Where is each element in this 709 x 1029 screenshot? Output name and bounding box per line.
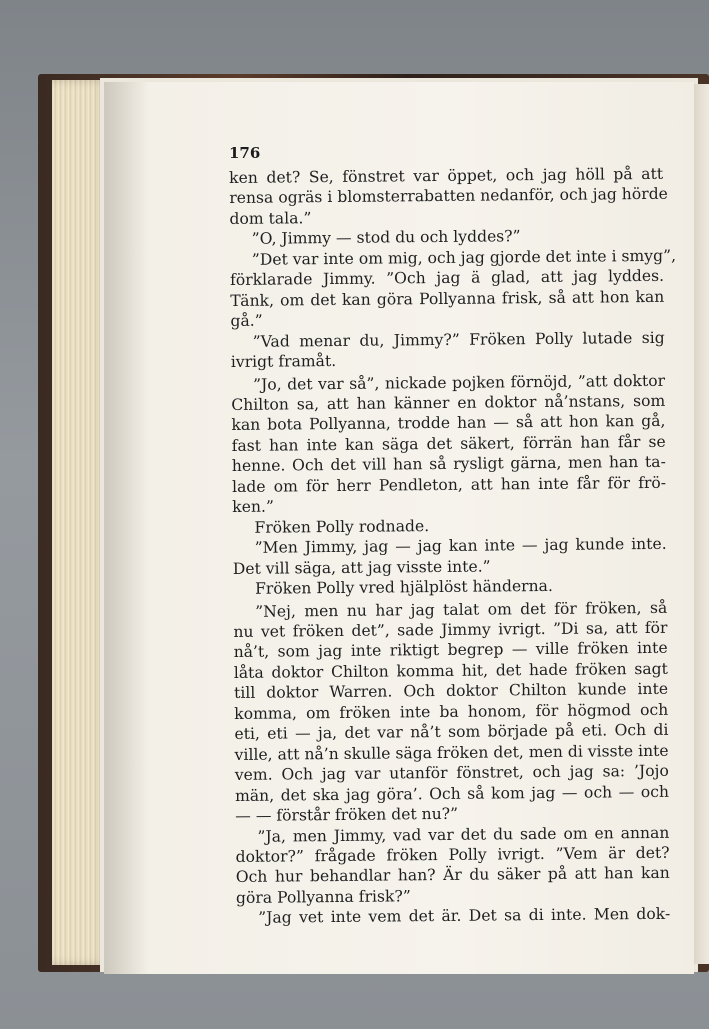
text-line: henne. Och det vill han så rysligt gärna, men han ta-: [231, 453, 666, 476]
text-line: ”Nej, men nu har jag talat om det för fröken, så: [255, 598, 668, 621]
text-line: nu vet fröken det”, sade Jimmy ivrigt. ”Di sa, att för: [233, 618, 668, 641]
text-line: — — förstår fröken det nu?”: [235, 804, 459, 826]
text-line: nå’t, som jag inte riktigt begrep — ville fröken inte: [233, 639, 668, 662]
text-line: eti, eti — ja, det var nå’t som började på eti. Och di: [234, 721, 669, 744]
text-line: ken.”: [232, 497, 274, 517]
text-line: Tänk, om det kan göra Pollyanna frisk, så att hon kan: [230, 287, 665, 310]
text-line: lade om för herr Pendleton, att han inte får för frö-: [231, 473, 667, 496]
text-line: Och hur behandlar han? Är du säker på att han kan: [235, 864, 670, 887]
text-line: Det vill säga, att jag visste inte.”: [232, 557, 491, 578]
page-text: [229, 164, 677, 929]
text-line: ivrigt framåt.: [230, 352, 337, 372]
text-line: låta doktor Chilton komma hit, det hade fröken sagt: [233, 659, 668, 682]
text-line: göra Pollyanna frisk?”: [235, 887, 411, 907]
text-line: komma, om fröken inte ba honom, för högmod och: [234, 700, 669, 723]
text-line: doktor?” frågade fröken Polly ivrigt. ”Vem är det?: [235, 843, 670, 866]
text-line: vem. Och jag var utanför fönstret, och jag sa: ’Jojo: [234, 761, 669, 785]
text-line: rensa ogräs i blomsterrabatten nedanför, och jag hörde: [229, 185, 668, 208]
text-line: ”O, Jimmy — stod du och lyddes?”: [251, 227, 521, 249]
text-line: ken det? Se, fönstret var öppet, och jag höll på att: [229, 164, 664, 187]
text-line: dom tala.”: [229, 209, 312, 228]
text-line: ”Vad menar du, Jimmy?” Fröken Polly lutade sig: [252, 328, 665, 351]
text-line: fast han inte kan säga det säkert, förrän han får se: [231, 432, 666, 455]
text-line: ville, att nå’n skulle säga fröken det, men di visste inte: [234, 741, 669, 764]
text-line: ”Jo, det var så”, nickade pojken förnöjd, ”att doktor: [252, 371, 666, 394]
text-line: till doktor Warren. Och doktor Chilton kunde inte: [233, 680, 669, 703]
text-line: förklarade Jimmy. ”Och jag ä glad, att jag lyddes.: [229, 267, 665, 290]
text-line: Fröken Polly vred hjälplöst händerna.: [254, 576, 553, 598]
text-line: män, det ska jag göra’. Och så kom jag — och — och: [234, 782, 670, 805]
page-number: 176: [229, 144, 261, 162]
text-line: ”Jag vet inte vem det är. Det sa di inte. Men dok-: [258, 905, 671, 928]
text-line: gå.”: [230, 311, 263, 331]
page-right-edge: [694, 84, 709, 964]
text-line: Fröken Polly rodnade.: [254, 516, 430, 537]
text-line: ”Men Jimmy, jag — jag kan inte — jag kunde inte.: [254, 534, 667, 557]
text-line: ”Ja, men Jimmy, vad var det du sade om en annan: [257, 823, 670, 846]
spine-shadow: [104, 82, 148, 974]
text-line: ”Det var inte om mig, och jag gjorde det inte i smyg”,: [251, 246, 677, 269]
text-line: Chilton sa, att han känner en doktor nå’nstans, som: [231, 391, 666, 414]
text-line: kan bota Pollyanna, trodde han — så att hon kan gå,: [231, 412, 666, 435]
